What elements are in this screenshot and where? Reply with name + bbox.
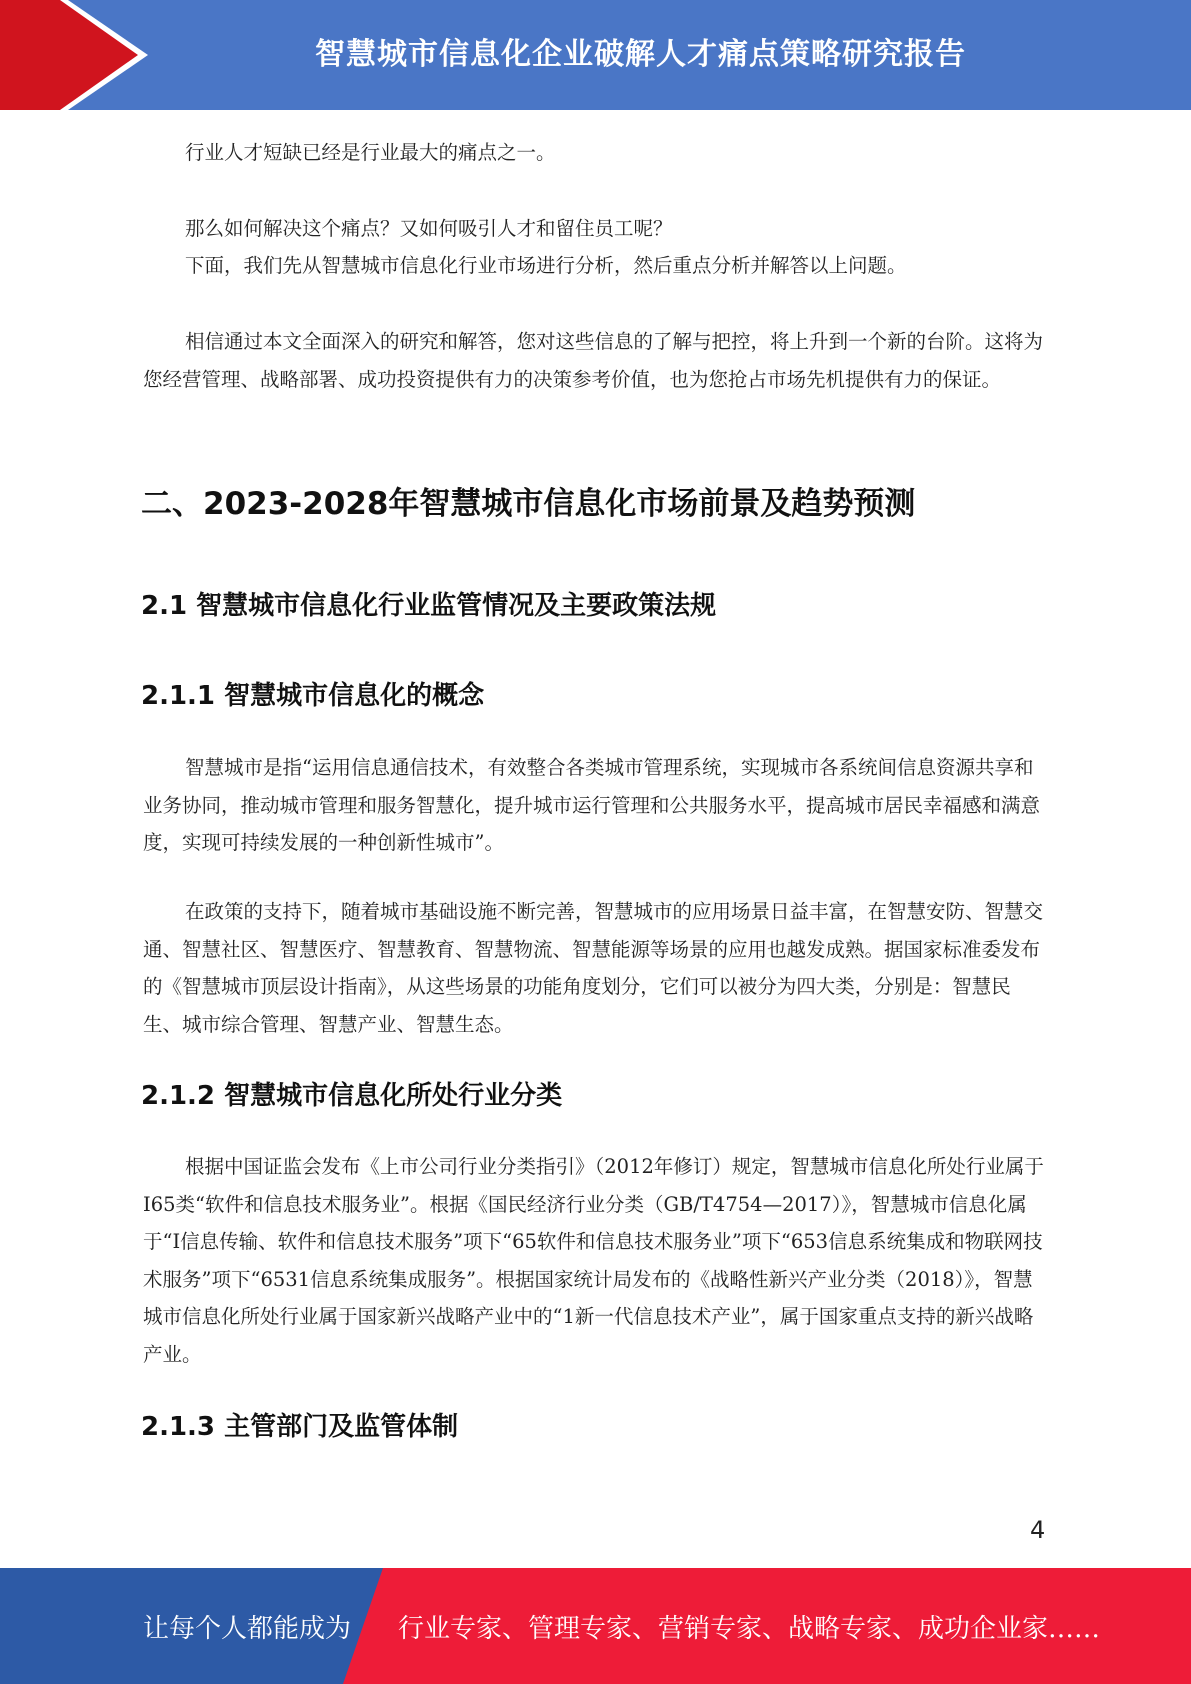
footer-slogan-right: 行业专家、管理专家、营销专家、战略专家、成功企业家……: [398, 1613, 1101, 1644]
page-header: [0, 0, 1191, 110]
report-title: 智慧城市信息化企业破解人才痛点策略研究报告: [315, 37, 966, 72]
subsection-heading-2-1-3: 2.1.3 主管部门及监管体制: [141, 1412, 459, 1442]
subsection-heading-2-1: 2.1 智慧城市信息化行业监管情况及主要政策法规: [141, 591, 717, 621]
paragraph-value-statement: 相信通过本文全面深入的研究和解答，您对这些信息的了解与把控，将上升到一个新的台阶。这将为您经营管理、战略部署、成功投资提供有力的决策参考价值，也为您抢占市场先机提供有力的保证。: [143, 330, 1044, 391]
paragraph-application-scenarios: 在政策的支持下，随着城市基础设施不断完善，智慧城市的应用场景日益丰富，在智慧安防、智慧交通、智慧社区、智慧医疗、智慧教育、智慧物流、智慧能源等场景的应用也越发成熟。据国家标准委发布的《智慧城市顶层设计指南》，从这些场景的功能角度划分，它们可以被分为四大类，分别是：智慧民生、城市综合管理、智慧产业、智慧生态。: [143, 900, 1044, 1036]
section-heading-2: 二、2023-2028年智慧城市信息化市场前景及趋势预测: [141, 486, 916, 522]
paragraph-question: 那么如何解决这个痛点？又如何吸引人才和留住员工呢？: [185, 217, 673, 240]
page-footer: [0, 1568, 1191, 1684]
footer-slogan-left: 让每个人都能成为: [143, 1613, 352, 1644]
paragraph-industry-classification: 根据中国证监会发布《上市公司行业分类指引》（2012年修订）规定，智慧城市信息化所处行业属于I65类“软件和信息技术服务业”。根据《国民经济行业分类（GB/T4754—2017）》，智慧城市信息化属于“I信息传输、软件和信息技术服务”项下“65软件和信息技术服务业”项下“653信息系统集成和物联网技术服务”项下“6531信息系统集成服务”。根据国家统计局发布的《战略性新兴产业分类（2018）》，智慧城市信息化所处行业属于国家新兴战略产业中的“1新一代信息技术产业”，属于国家重点支持的新兴战略产业。: [143, 1155, 1044, 1366]
paragraph-talent-shortage: 行业人才短缺已经是行业最大的痛点之一。: [185, 141, 556, 164]
subsection-heading-2-1-2: 2.1.2 智慧城市信息化所处行业分类: [141, 1081, 563, 1111]
paragraph-smart-city-definition: 智慧城市是指“运用信息通信技术，有效整合各类城市管理系统，实现城市各系统间信息资源共享和业务协同，推动城市管理和服务智慧化，提升城市运行管理和公共服务水平，提高城市居民幸福感和满意度，实现可持续发展的一种创新性城市”。: [143, 756, 1041, 854]
page-number: 4: [1030, 1516, 1046, 1544]
subsection-heading-2-1-1: 2.1.1 智慧城市信息化的概念: [141, 681, 485, 711]
paragraph-analysis-intro: 下面，我们先从智慧城市信息化行业市场进行分析，然后重点分析并解答以上问题。: [185, 254, 907, 277]
